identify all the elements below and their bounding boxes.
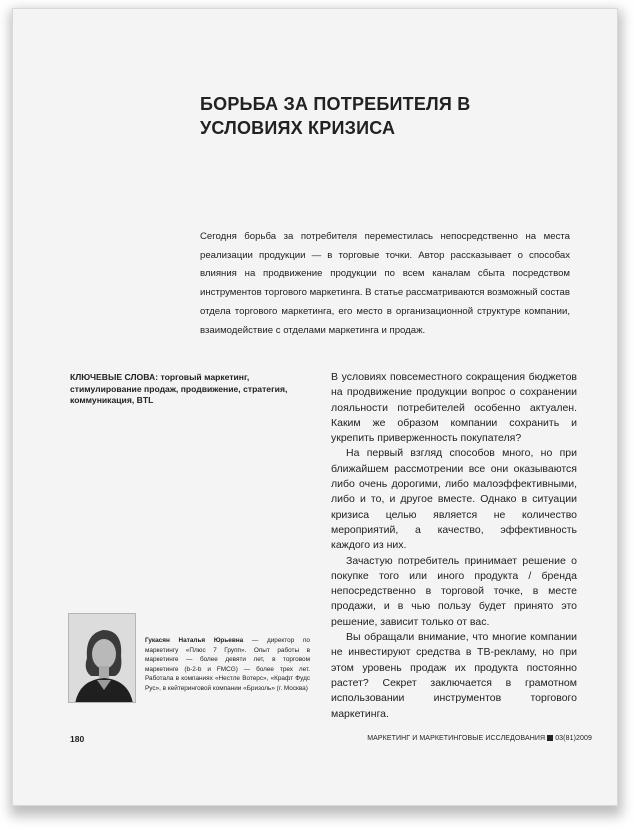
square-icon xyxy=(547,735,553,741)
author-photo xyxy=(68,613,136,703)
author-bio xyxy=(145,636,310,693)
body-paragraph-4: Вы обращали внимание, что многие компании не инвестируют средства в ТВ-рекламу, но при этом уровень продаж их продукта постоянно растет? Секрет заключается в грамотном использовании инструментов торгового маркетинга. xyxy=(331,631,577,720)
body-paragraph-1: В условиях повсеместного сокращения бюджетов на продвижение продукции вопрос о сохранении лояльности потребителей особенно актуален. Каким же образом компании сохранить и укрепить приверженность покупателя? xyxy=(331,371,577,445)
journal-name: МАРКЕТИНГ И МАРКЕТИНГОВЫЕ ИССЛЕДОВАНИЯ xyxy=(367,735,546,742)
author-name: Гукасян Наталья Юрьевна xyxy=(145,637,244,644)
author-portrait-icon xyxy=(69,614,136,703)
journal-footer xyxy=(367,735,592,742)
body-paragraph-2: На первый взгляд способов много, но при ближайшем рассмотрении все они оказываются либо очень дорогими, либо малоэффективными, либо и то, и другое вместе. Однако в ситуации кризиса целью является не количество мероприятий, а качество, эффективность каждого из них. xyxy=(331,447,577,552)
body-paragraph-3: Зачастую потребитель принимает решение о покупке того или иного продукта / бренда непосредственно в торговой точке, в месте продажи, и в чью пользу будет принято это решение, зависит только от вас. xyxy=(331,554,577,628)
page-number: 180 xyxy=(70,734,85,744)
journal-issue: 03(81)2009 xyxy=(555,735,592,742)
keywords: КЛЮЧЕВЫЕ СЛОВА: торговый маркетинг, стимулирование продаж, продвижение, стратегия, коммуникация, BTL xyxy=(70,372,288,405)
article-body xyxy=(331,370,577,722)
article-title: БОРЬБА ЗА ПОТРЕБИТЕЛЯ В УСЛОВИЯХ КРИЗИСА xyxy=(200,94,471,138)
article-abstract: Сегодня борьба за потребителя переместилась непосредственно на места реализации продукции — в торговые точки. Автор рассказывает о способах влияния на продвижение продукции по всем каналам сбыта посредством инструментов торгового маркетинга. В статье рассматриваются возможный состав отдела торгового маркетинга, его место в организационной структуре компании, взаимодействие с отделами маркетинга и продаж. xyxy=(200,231,570,336)
author-description: — директор по маркетингу «Плюс 7 Групп». Опыт работы в маркетинге — более девяти лет, в торговом маркетинге (b-2-b и FMCG) — более трех лет. Работала в компаниях «Нестле Вотерс», «Крафт Фудс Рус», в кейтеринговой компании «Бризоль» (г. Москва) xyxy=(145,637,310,692)
